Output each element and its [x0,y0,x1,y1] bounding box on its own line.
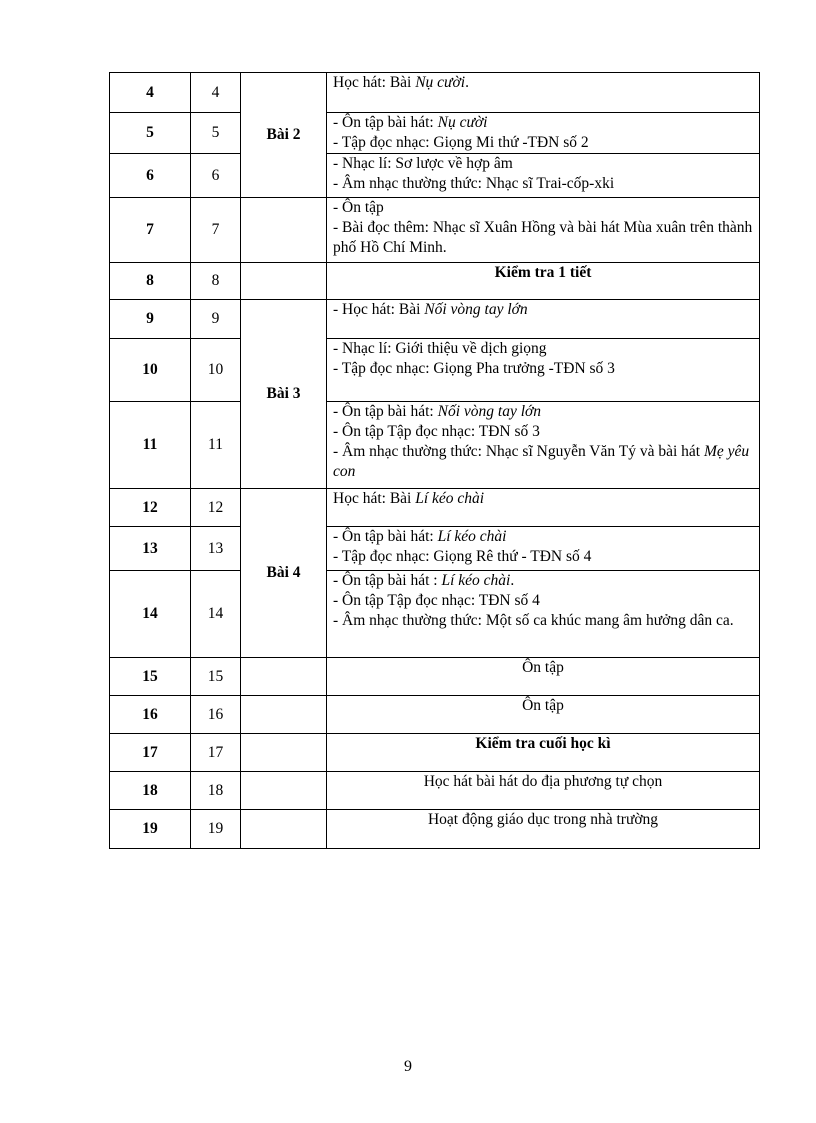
week-cell: 4 [110,73,191,113]
period-cell: 16 [191,696,241,734]
content-line [333,339,753,359]
content-text: - Ôn tập Tập đọc nhạc: TĐN số 4 [333,592,540,609]
week-cell: 6 [110,154,191,198]
period-cell: 8 [191,263,241,300]
lesson-cell [241,696,327,734]
content-cell [327,696,760,734]
content-text: - Ôn tập bài hát: [333,403,438,420]
content-text: - Nhạc lí: Sơ lược về hợp âm [333,155,513,172]
song-title: Nối vòng tay lớn [437,403,542,420]
song-title: Mẹ yêu con [333,443,750,480]
content-cell [327,154,760,198]
period-cell: 15 [191,658,241,696]
content-cell [327,810,760,849]
table-row [110,339,760,402]
content-text: Ôn tập [522,697,564,714]
content-line [333,611,753,631]
content-text: - Ôn tập bài hát: [333,114,438,131]
page-number: 9 [404,1058,412,1075]
period-cell: 14 [191,571,241,658]
lesson-cell [241,263,327,300]
content-cell [327,300,760,339]
period-cell: 11 [191,402,241,489]
content-cell [327,734,760,772]
content-text: Kiểm tra 1 tiết [494,264,592,281]
content-line [333,696,753,716]
table-row [110,658,760,696]
lesson-plan-table [109,72,760,849]
content-text: . [510,572,515,589]
table-row [110,696,760,734]
content-line [333,422,753,442]
period-cell: 10 [191,339,241,402]
song-title: Lí kéo chài [415,490,485,507]
table-row [110,263,760,300]
week-cell: 15 [110,658,191,696]
period-cell: 12 [191,489,241,527]
content-text: - Âm nhạc thường thức: Nhạc sĩ Nguyễn Văn Tý và bài hát [333,443,704,460]
content-line [333,133,753,153]
week-cell: 11 [110,402,191,489]
period-cell: 9 [191,300,241,339]
content-line [333,658,753,678]
lesson-cell [241,198,327,263]
content-line [333,772,753,792]
week-cell: 14 [110,571,191,658]
content-line [333,442,753,482]
content-line [333,73,753,93]
content-cell [327,198,760,263]
content-text: Kiểm tra cuối học kì [475,735,611,752]
content-text: - Ôn tập bài hát: [333,528,438,545]
lesson-cell: Bài 4 [241,489,327,658]
week-cell: 7 [110,198,191,263]
content-cell [327,113,760,154]
week-cell: 12 [110,489,191,527]
content-cell [327,402,760,489]
table-row [110,772,760,810]
content-line [333,571,753,591]
lesson-cell [241,810,327,849]
lesson-cell: Bài 2 [241,73,327,198]
week-cell: 16 [110,696,191,734]
lesson-cell [241,734,327,772]
period-cell: 7 [191,198,241,263]
content-text: - Ôn tập [333,199,384,216]
week-cell: 8 [110,263,191,300]
content-text: . [465,74,469,91]
week-cell: 17 [110,734,191,772]
song-title: Nụ cười [415,74,466,91]
content-cell [327,73,760,113]
content-text: - Tập đọc nhạc: Giọng Rê thứ - TĐN số 4 [333,548,592,565]
table-row [110,734,760,772]
content-text: - Tập đọc nhạc: Giọng Mi thứ -TĐN số 2 [333,134,589,151]
song-title: Nụ cười [437,114,488,131]
content-line [333,734,753,754]
period-cell: 19 [191,810,241,849]
table-row [110,154,760,198]
table-row [110,571,760,658]
content-line [333,359,753,379]
lesson-plan-body [110,73,760,849]
content-text: Hoạt động giáo dục trong nhà trường [427,811,659,828]
content-line [333,218,753,258]
content-text: - Bài đọc thêm: Nhạc sĩ Xuân Hồng và bài hát Mùa xuân trên thành phố Hồ Chí Minh. [333,219,753,256]
period-cell: 13 [191,527,241,571]
week-cell: 13 [110,527,191,571]
content-cell [327,339,760,402]
content-cell [327,571,760,658]
content-text: - Âm nhạc thường thức: Một số ca khúc mang âm hưởng dân ca. [333,612,734,629]
content-line [333,489,753,509]
content-line [333,113,753,133]
table-row [110,527,760,571]
content-line [333,300,753,320]
content-text: - Tập đọc nhạc: Giọng Pha trưởng -TĐN số 3 [333,360,615,377]
table-row [110,489,760,527]
content-cell [327,489,760,527]
lesson-cell [241,772,327,810]
content-line [333,198,753,218]
content-text: - Học hát: Bài [333,301,425,318]
period-cell: 17 [191,734,241,772]
period-cell: 18 [191,772,241,810]
table-row [110,73,760,113]
table-row [110,810,760,849]
week-cell: 19 [110,810,191,849]
week-cell: 10 [110,339,191,402]
table-row [110,300,760,339]
content-cell [327,772,760,810]
week-cell: 9 [110,300,191,339]
content-text: Học hát: Bài [333,74,416,91]
content-text: - Nhạc lí: Giới thiệu về dịch giọng [333,340,547,357]
content-line [333,547,753,567]
content-cell [327,658,760,696]
period-cell: 4 [191,73,241,113]
content-line [333,154,753,174]
table-row [110,113,760,154]
content-text: Học hát bài hát do địa phương tự chọn [423,773,663,790]
song-title: Nối vòng tay lớn [424,301,528,318]
content-text: - Ôn tập Tập đọc nhạc: TĐN số 3 [333,423,540,440]
lesson-cell [241,658,327,696]
content-line [333,591,753,611]
period-cell: 6 [191,154,241,198]
lesson-cell: Bài 3 [241,300,327,489]
table-row [110,198,760,263]
content-text: Ôn tập [522,659,564,676]
week-cell: 5 [110,113,191,154]
content-cell [327,263,760,300]
content-line [333,402,753,422]
content-line [333,527,753,547]
content-line [333,174,753,194]
content-text: - Ôn tập bài hát : [333,572,442,589]
period-cell: 5 [191,113,241,154]
content-line [333,810,753,830]
song-title: Lí kéo chài [437,528,507,545]
content-text: - Âm nhạc thường thức: Nhạc sĩ Trai-cốp-xki [333,175,615,192]
content-line [333,263,753,283]
week-cell: 18 [110,772,191,810]
content-cell [327,527,760,571]
content-text: Học hát: Bài [333,490,416,507]
song-title: Lí kéo chài [441,572,511,589]
table-row [110,402,760,489]
